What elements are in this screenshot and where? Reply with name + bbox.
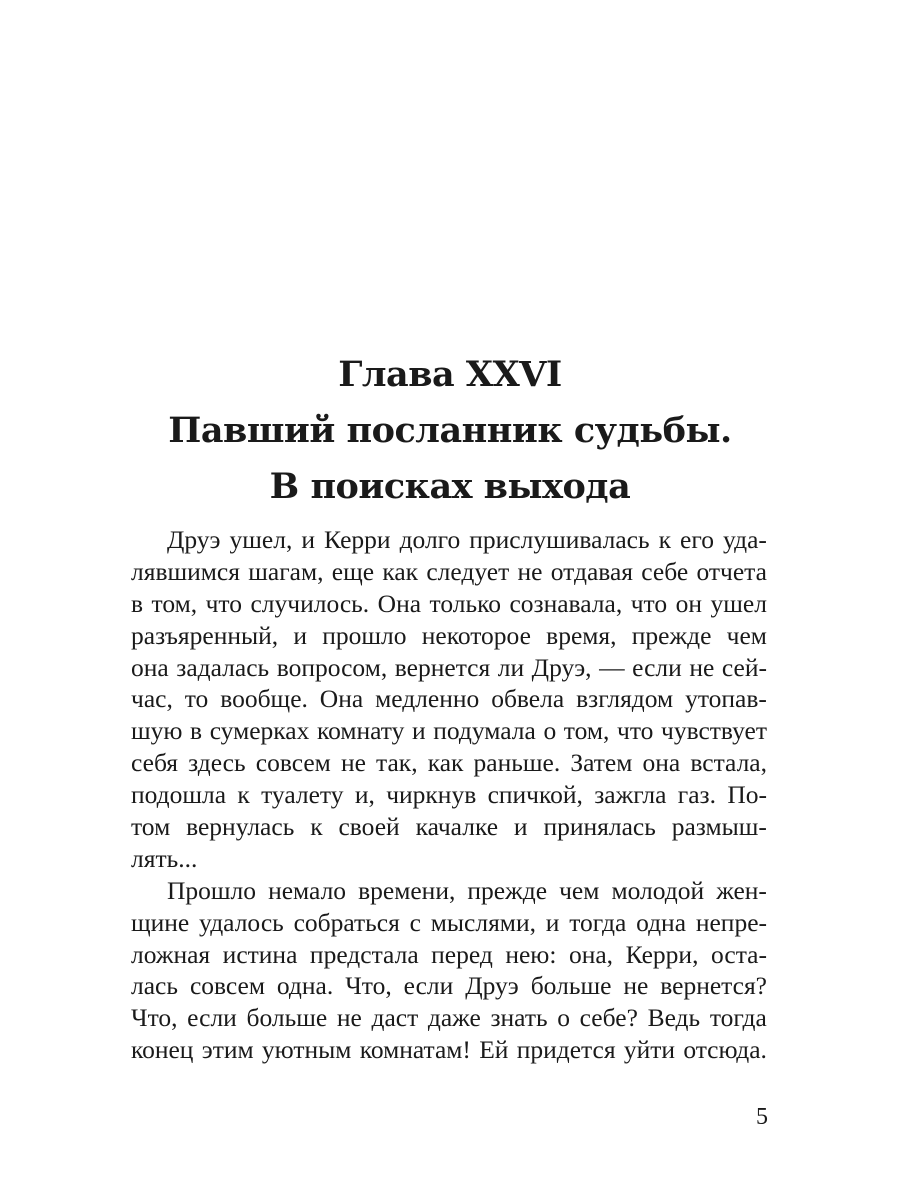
word: вернулась bbox=[186, 812, 295, 842]
text-line bbox=[131, 1002, 767, 1034]
word: час, bbox=[131, 684, 173, 714]
word: больше bbox=[530, 971, 612, 1001]
word: и, bbox=[354, 780, 375, 810]
word: к bbox=[237, 780, 250, 810]
word: совсем bbox=[255, 748, 331, 778]
word: том bbox=[131, 812, 171, 842]
word: времени, bbox=[358, 875, 456, 905]
text-line bbox=[131, 875, 767, 907]
word: и bbox=[411, 716, 426, 746]
word: Друэ bbox=[167, 525, 221, 554]
word: том, bbox=[563, 716, 610, 746]
word: чиркнув bbox=[386, 780, 477, 810]
word: как bbox=[382, 556, 419, 586]
word: даже bbox=[427, 1003, 481, 1033]
text-line bbox=[131, 715, 767, 747]
word: оста- bbox=[710, 939, 767, 969]
word: встала, bbox=[690, 748, 767, 778]
word: отсюда. bbox=[683, 1035, 767, 1065]
word: прежде bbox=[467, 875, 548, 905]
word: принялась bbox=[543, 812, 656, 842]
word: чем bbox=[726, 620, 767, 650]
word: размыш- bbox=[671, 812, 767, 842]
word: сумерках bbox=[209, 716, 310, 746]
word: лять... bbox=[131, 843, 198, 873]
text-line bbox=[131, 588, 767, 620]
word: долго bbox=[399, 525, 461, 554]
word: вообще. bbox=[220, 684, 308, 714]
word: и bbox=[545, 907, 560, 937]
word: к bbox=[310, 812, 323, 842]
word: По- bbox=[727, 780, 767, 810]
word: чем bbox=[559, 875, 600, 905]
word: в bbox=[190, 716, 203, 746]
word: непре- bbox=[695, 907, 767, 937]
chapter-heading bbox=[0, 347, 900, 515]
word: в bbox=[131, 588, 144, 618]
word: больше bbox=[246, 1003, 328, 1033]
word: себя bbox=[131, 748, 179, 778]
word: немало bbox=[268, 875, 347, 905]
word: молодой bbox=[611, 875, 705, 905]
word: с bbox=[409, 907, 421, 937]
word: ушел, bbox=[229, 525, 293, 554]
word: прошло bbox=[322, 620, 407, 650]
word: Затем bbox=[570, 748, 633, 778]
word: он bbox=[675, 588, 702, 618]
word: Ей bbox=[479, 1035, 509, 1065]
word: Ведь bbox=[647, 1003, 701, 1033]
word: качалке bbox=[415, 812, 499, 842]
word: Керри, bbox=[625, 939, 699, 969]
word: ложная bbox=[131, 939, 211, 969]
word: перед bbox=[431, 939, 493, 969]
text-line bbox=[131, 652, 767, 684]
word: что bbox=[205, 588, 242, 618]
chapter-title-line-1: Павший посланник судьбы. bbox=[168, 410, 732, 451]
word: зажгла bbox=[594, 780, 667, 810]
word: взглядом bbox=[576, 684, 674, 714]
word: ушел bbox=[710, 588, 767, 618]
word: если bbox=[403, 971, 454, 1001]
word: — bbox=[599, 652, 625, 682]
word: Она bbox=[319, 684, 364, 714]
word: что bbox=[630, 588, 668, 618]
word: жен- bbox=[716, 875, 767, 905]
word: она bbox=[642, 748, 681, 778]
paragraph-2 bbox=[131, 875, 767, 1066]
word: если bbox=[632, 652, 682, 682]
word: о bbox=[557, 1003, 571, 1033]
word: случилось. bbox=[250, 588, 370, 618]
word: себе? bbox=[579, 1003, 638, 1033]
word: она bbox=[131, 652, 169, 682]
word: этим bbox=[201, 1035, 254, 1065]
word: ли bbox=[497, 652, 525, 682]
word: Друэ, bbox=[531, 652, 592, 682]
word: не bbox=[623, 971, 649, 1001]
word: здесь bbox=[188, 748, 246, 778]
word: медленно bbox=[375, 684, 480, 714]
paragraph-1 bbox=[131, 524, 767, 875]
word: удалось bbox=[199, 907, 284, 937]
text-line bbox=[131, 524, 767, 556]
word: и bbox=[301, 525, 316, 554]
word: не bbox=[336, 1003, 362, 1033]
word: подошла bbox=[131, 780, 227, 810]
chapter-title-line-2: В поисках выхода bbox=[269, 466, 631, 507]
word: предстала bbox=[309, 939, 419, 969]
word: туалету bbox=[261, 780, 344, 810]
word: Керри bbox=[324, 525, 391, 554]
text-line bbox=[131, 556, 767, 588]
word: Она bbox=[377, 588, 422, 618]
word: сознавала, bbox=[509, 588, 623, 618]
word: чувствует bbox=[661, 716, 767, 746]
text-line bbox=[131, 907, 767, 939]
word: вернется bbox=[394, 652, 491, 682]
text-line bbox=[131, 1034, 767, 1066]
word: раньше. bbox=[473, 748, 561, 778]
word: если bbox=[187, 1003, 237, 1033]
word: комнатам! bbox=[359, 1035, 471, 1065]
word: подумала bbox=[433, 716, 536, 746]
word: следует bbox=[426, 556, 510, 586]
word: к bbox=[658, 525, 672, 554]
word: шагам, bbox=[248, 556, 324, 586]
word: задалась bbox=[176, 652, 270, 682]
word: и bbox=[513, 812, 528, 842]
word: не bbox=[689, 652, 715, 682]
text-line bbox=[131, 747, 767, 779]
word: собраться bbox=[293, 907, 400, 937]
word: прежде bbox=[631, 620, 712, 650]
word: щине bbox=[131, 907, 190, 937]
word: нею: bbox=[505, 939, 557, 969]
word: даст bbox=[371, 1003, 419, 1033]
word: некоторое bbox=[421, 620, 531, 650]
word: и bbox=[293, 620, 308, 650]
word: одна. bbox=[276, 971, 334, 1001]
word: не bbox=[340, 748, 366, 778]
word: лявшимся bbox=[131, 556, 240, 586]
chapter-body bbox=[131, 524, 767, 1066]
word: шую bbox=[131, 716, 183, 746]
word: только bbox=[429, 588, 501, 618]
text-line bbox=[131, 683, 767, 715]
text-line bbox=[131, 970, 767, 1002]
word: прислушивалась bbox=[469, 525, 650, 554]
word: комнату bbox=[316, 716, 405, 746]
word: вопросом, bbox=[276, 652, 388, 682]
word: еще bbox=[331, 556, 375, 586]
word: она, bbox=[568, 939, 614, 969]
word: обвела bbox=[491, 684, 565, 714]
text-line bbox=[131, 939, 767, 971]
word: как bbox=[427, 748, 464, 778]
word: так, bbox=[376, 748, 418, 778]
word: о bbox=[543, 716, 557, 746]
page-number: 5 bbox=[756, 1104, 768, 1130]
word: то bbox=[184, 684, 209, 714]
text-line bbox=[131, 843, 767, 875]
text-line bbox=[131, 811, 767, 843]
text-line bbox=[131, 779, 767, 811]
word: что bbox=[617, 716, 654, 746]
word: лась bbox=[131, 971, 178, 1001]
word: сей- bbox=[721, 652, 767, 682]
word: одна bbox=[636, 907, 687, 937]
word: время, bbox=[546, 620, 617, 650]
word: уйти bbox=[623, 1035, 676, 1065]
word: истина bbox=[222, 939, 298, 969]
word: Друэ bbox=[465, 971, 519, 1001]
word: знать bbox=[490, 1003, 548, 1033]
word: отчета bbox=[696, 556, 767, 586]
word: Прошло bbox=[167, 875, 257, 905]
word: разъяренный, bbox=[131, 620, 279, 650]
word: своей bbox=[338, 812, 400, 842]
word: уютным bbox=[261, 1035, 352, 1065]
word: его bbox=[680, 525, 714, 554]
word: себе bbox=[641, 556, 689, 586]
word: уда- bbox=[722, 525, 767, 554]
word: мыслями, bbox=[430, 907, 536, 937]
word: конец bbox=[131, 1035, 194, 1065]
word: отдавая bbox=[550, 556, 634, 586]
word: вернется? bbox=[660, 971, 767, 1001]
word: Что, bbox=[345, 971, 392, 1001]
word: тогда bbox=[709, 1003, 767, 1033]
word: придется bbox=[516, 1035, 616, 1065]
chapter-number: Глава XXVI bbox=[338, 354, 562, 395]
word: совсем bbox=[189, 971, 265, 1001]
word: том, bbox=[151, 588, 198, 618]
word: тогда bbox=[569, 907, 627, 937]
word: газ. bbox=[677, 780, 716, 810]
word: Что, bbox=[131, 1003, 178, 1033]
word: утопав- bbox=[685, 684, 767, 714]
text-line bbox=[131, 620, 767, 652]
word: не bbox=[517, 556, 543, 586]
word: спичкой, bbox=[487, 780, 583, 810]
